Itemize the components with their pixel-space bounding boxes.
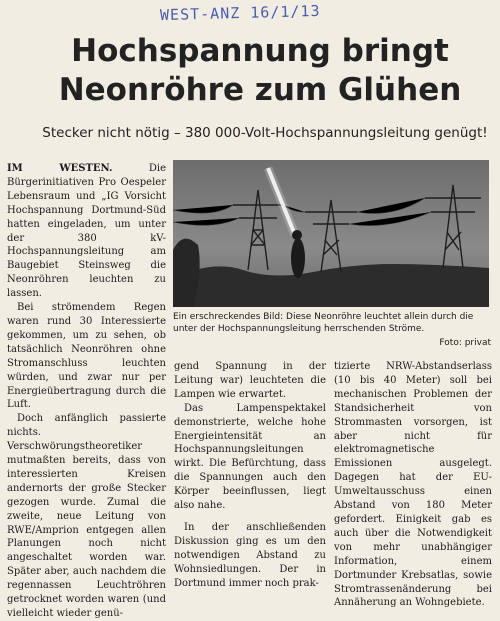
photo-power-line-night — [173, 160, 489, 307]
photo-credit: Foto: privat — [439, 338, 491, 348]
headline-line-1: Hochspannung bringt — [71, 33, 449, 69]
photo-caption: Ein erschreckendes Bild: Diese Neonröhre leuchtet allein durch die unter der Hochspannungsleitung herrschenden Ströme. — [173, 312, 474, 334]
subheadline: Stecker nicht nötig – 380 000-Volt-Hochspannungsleitung genügt! — [42, 125, 488, 141]
article-paragraph: Doch anfänglich passierte nichts. Verschwörungstheoretiker mutmaßten bereits, dass von interessierten Kreisen andernorts der große Stecker gezogen wurde. Zumal die zweite, neue Leitung von RWE/Amprion entgegen allen Planungen noch nicht angeschaltet worden war. Später aber, auch nachdem die regennassen Leuchtröhren getrocknet worden waren (und vielleicht wieder genü- — [7, 413, 166, 619]
article-column-3 — [334, 360, 492, 610]
article-paragraph — [7, 162, 166, 301]
article-column-1 — [7, 162, 166, 621]
article-paragraph: Bei strömendem Regen waren rund 30 Interessierte gekommen, um zu sehen, ob tatsächlich Neonröhren ohne Stromanschluss leuchten würden, und zwar nur per Energieübertragung durch die Luft. — [7, 302, 166, 411]
dateline: IM WESTEN. — [7, 163, 113, 174]
article-column-2 — [174, 360, 326, 591]
article-paragraph: gend Spannung in der Leitung war) leuchteten die Lampen wie erwartet. — [174, 361, 326, 400]
handwritten-note: WEST-ANZ 16/1/13 — [159, 1, 321, 25]
article-paragraph: tizierte NRW-Abstandserlass (10 bis 40 Meter) soll bei mechanischen Problemen der Standsicherheit von Strommasten vorsorgen, ist aber nicht für elektromagnetische Emissionen ausgelegt. Dagegen hat der EU-Umweltausschuss einen Abstand von 180 Meter gefordert. Einigkeit gab es auch über die Notwendigkeit von mehr unabhängiger Information, einem Dortmunder Krebsatlas, sowie Stromtrassenänderung bei Annäherung an Wohngebiete. — [334, 361, 492, 609]
article-paragraph: Das Lampenspektakel demonstrierte, welche hohe Energieintensität an Hochspannungsleitungen wirkt. Die Befürchtung, dass die Spannungen auch den Körper beeinflussen, liegt also nahe. — [174, 402, 326, 512]
news-photo — [173, 160, 489, 307]
paragraph-text: Die Bürgerinitiativen Pro Oespeler Lebensraum und „IG Vorsicht Hochspannung Dortmund-Süd hatten eingeladen, um unter der 380 kV-Hochspannungsleitung am Baugebiet Steinsweg die Neonröhren leuchten zu lassen. — [7, 163, 166, 300]
headline — [40, 32, 480, 110]
headline-line-2: Neonröhre zum Glühen — [58, 72, 462, 108]
article-paragraph: In der anschließenden Diskussion ging es um den notwendigen Abstand zu Wohnsiedlungen. Der in Dortmund immer noch prak- — [174, 521, 326, 589]
